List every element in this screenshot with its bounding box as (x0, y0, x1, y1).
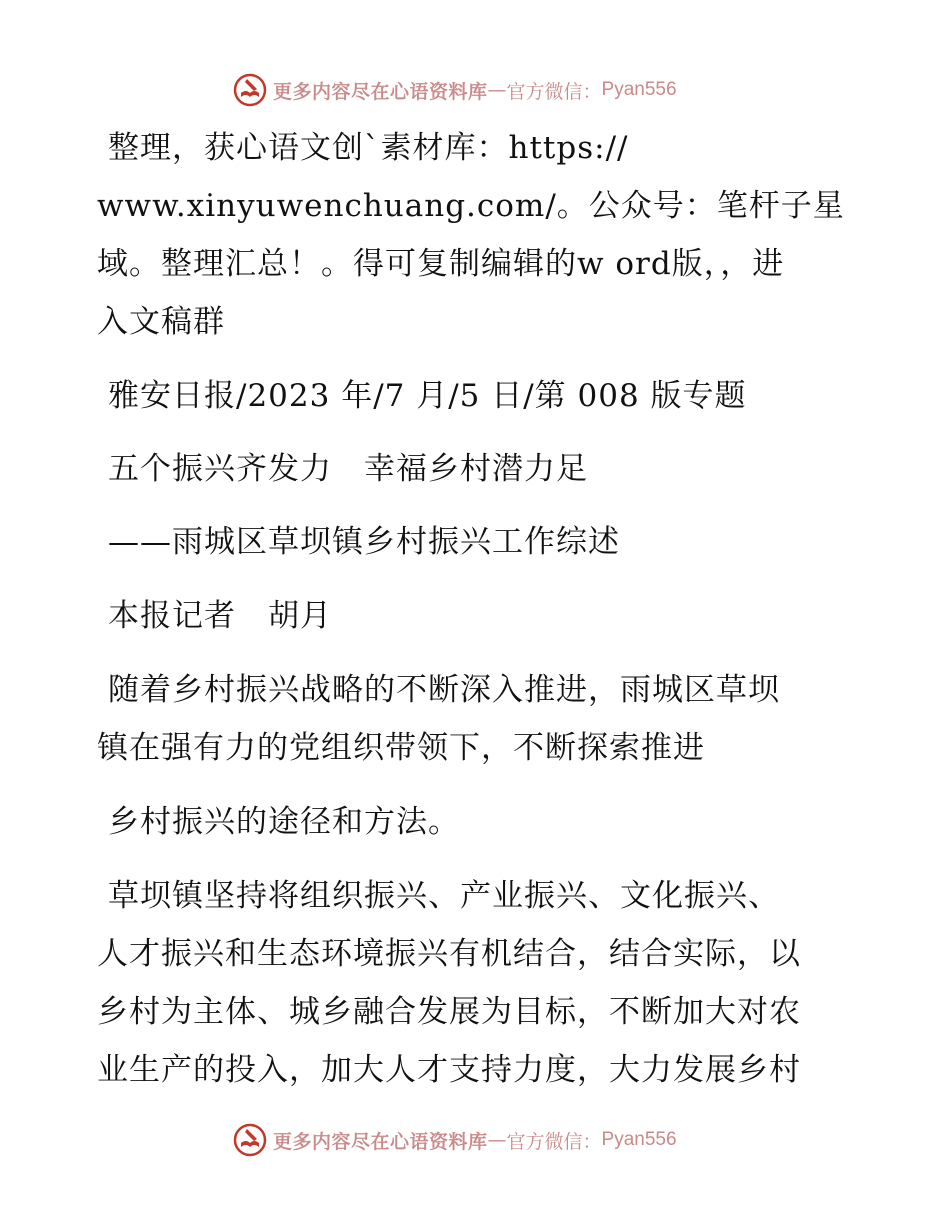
banner-wechat-id: Pyan556 (601, 79, 677, 100)
article-subtitle: ——雨城区草坝镇乡村振兴工作综述 (108, 524, 620, 560)
book-pen-logo-icon (233, 1123, 267, 1157)
paragraph-1-line-3: 乡村振兴的途径和方法。 (108, 804, 460, 840)
intro-line-4: 入文稿群 (97, 304, 225, 340)
paragraph-1-line-2: 镇在强有力的党组织带领下，不断探索推进 (97, 730, 705, 766)
banner-wechat-id: Pyan556 (601, 1129, 677, 1150)
banner-wechat-label: 官方微信： (506, 1130, 602, 1153)
source-line: 雅安日报/2023 年/7 月/5 日/第 008 版专题 (108, 378, 747, 414)
banner-separator: — (487, 79, 507, 101)
intro-line-1: 整理，获心语文创`素材库：https:// (108, 130, 629, 166)
intro-line-3: 域。整理汇总！。得可复制编辑的w ord版，，进 (97, 246, 785, 282)
article-title: 五个振兴齐发力 幸福乡村潜力足 (108, 451, 588, 487)
paragraph-2-line-4: 业生产的投入，加大人才支持力度，大力发展乡村 (97, 1052, 801, 1088)
book-pen-logo-icon (233, 73, 267, 107)
banner-site-text: 更多内容尽在心语资料库 (273, 80, 488, 103)
header-banner (233, 72, 677, 108)
paragraph-2-line-3: 乡村为主体、城乡融合发展为目标，不断加大对农 (97, 994, 801, 1030)
intro-line-2: www.xinyuwenchuang.com/。公众号：笔杆子星 (97, 188, 845, 224)
footer-banner (233, 1122, 677, 1158)
banner-wechat-label: 官方微信： (506, 80, 602, 103)
byline: 本报记者 胡月 (108, 598, 332, 634)
paragraph-1-line-1: 随着乡村振兴战略的不断深入推进，雨城区草坝 (108, 672, 780, 708)
banner-separator: — (487, 1129, 507, 1151)
paragraph-2-line-1: 草坝镇坚持将组织振兴、产业振兴、文化振兴、 (108, 878, 780, 914)
paragraph-2-line-2: 人才振兴和生态环境振兴有机结合，结合实际，以 (97, 936, 801, 972)
banner-site-text: 更多内容尽在心语资料库 (273, 1130, 488, 1153)
